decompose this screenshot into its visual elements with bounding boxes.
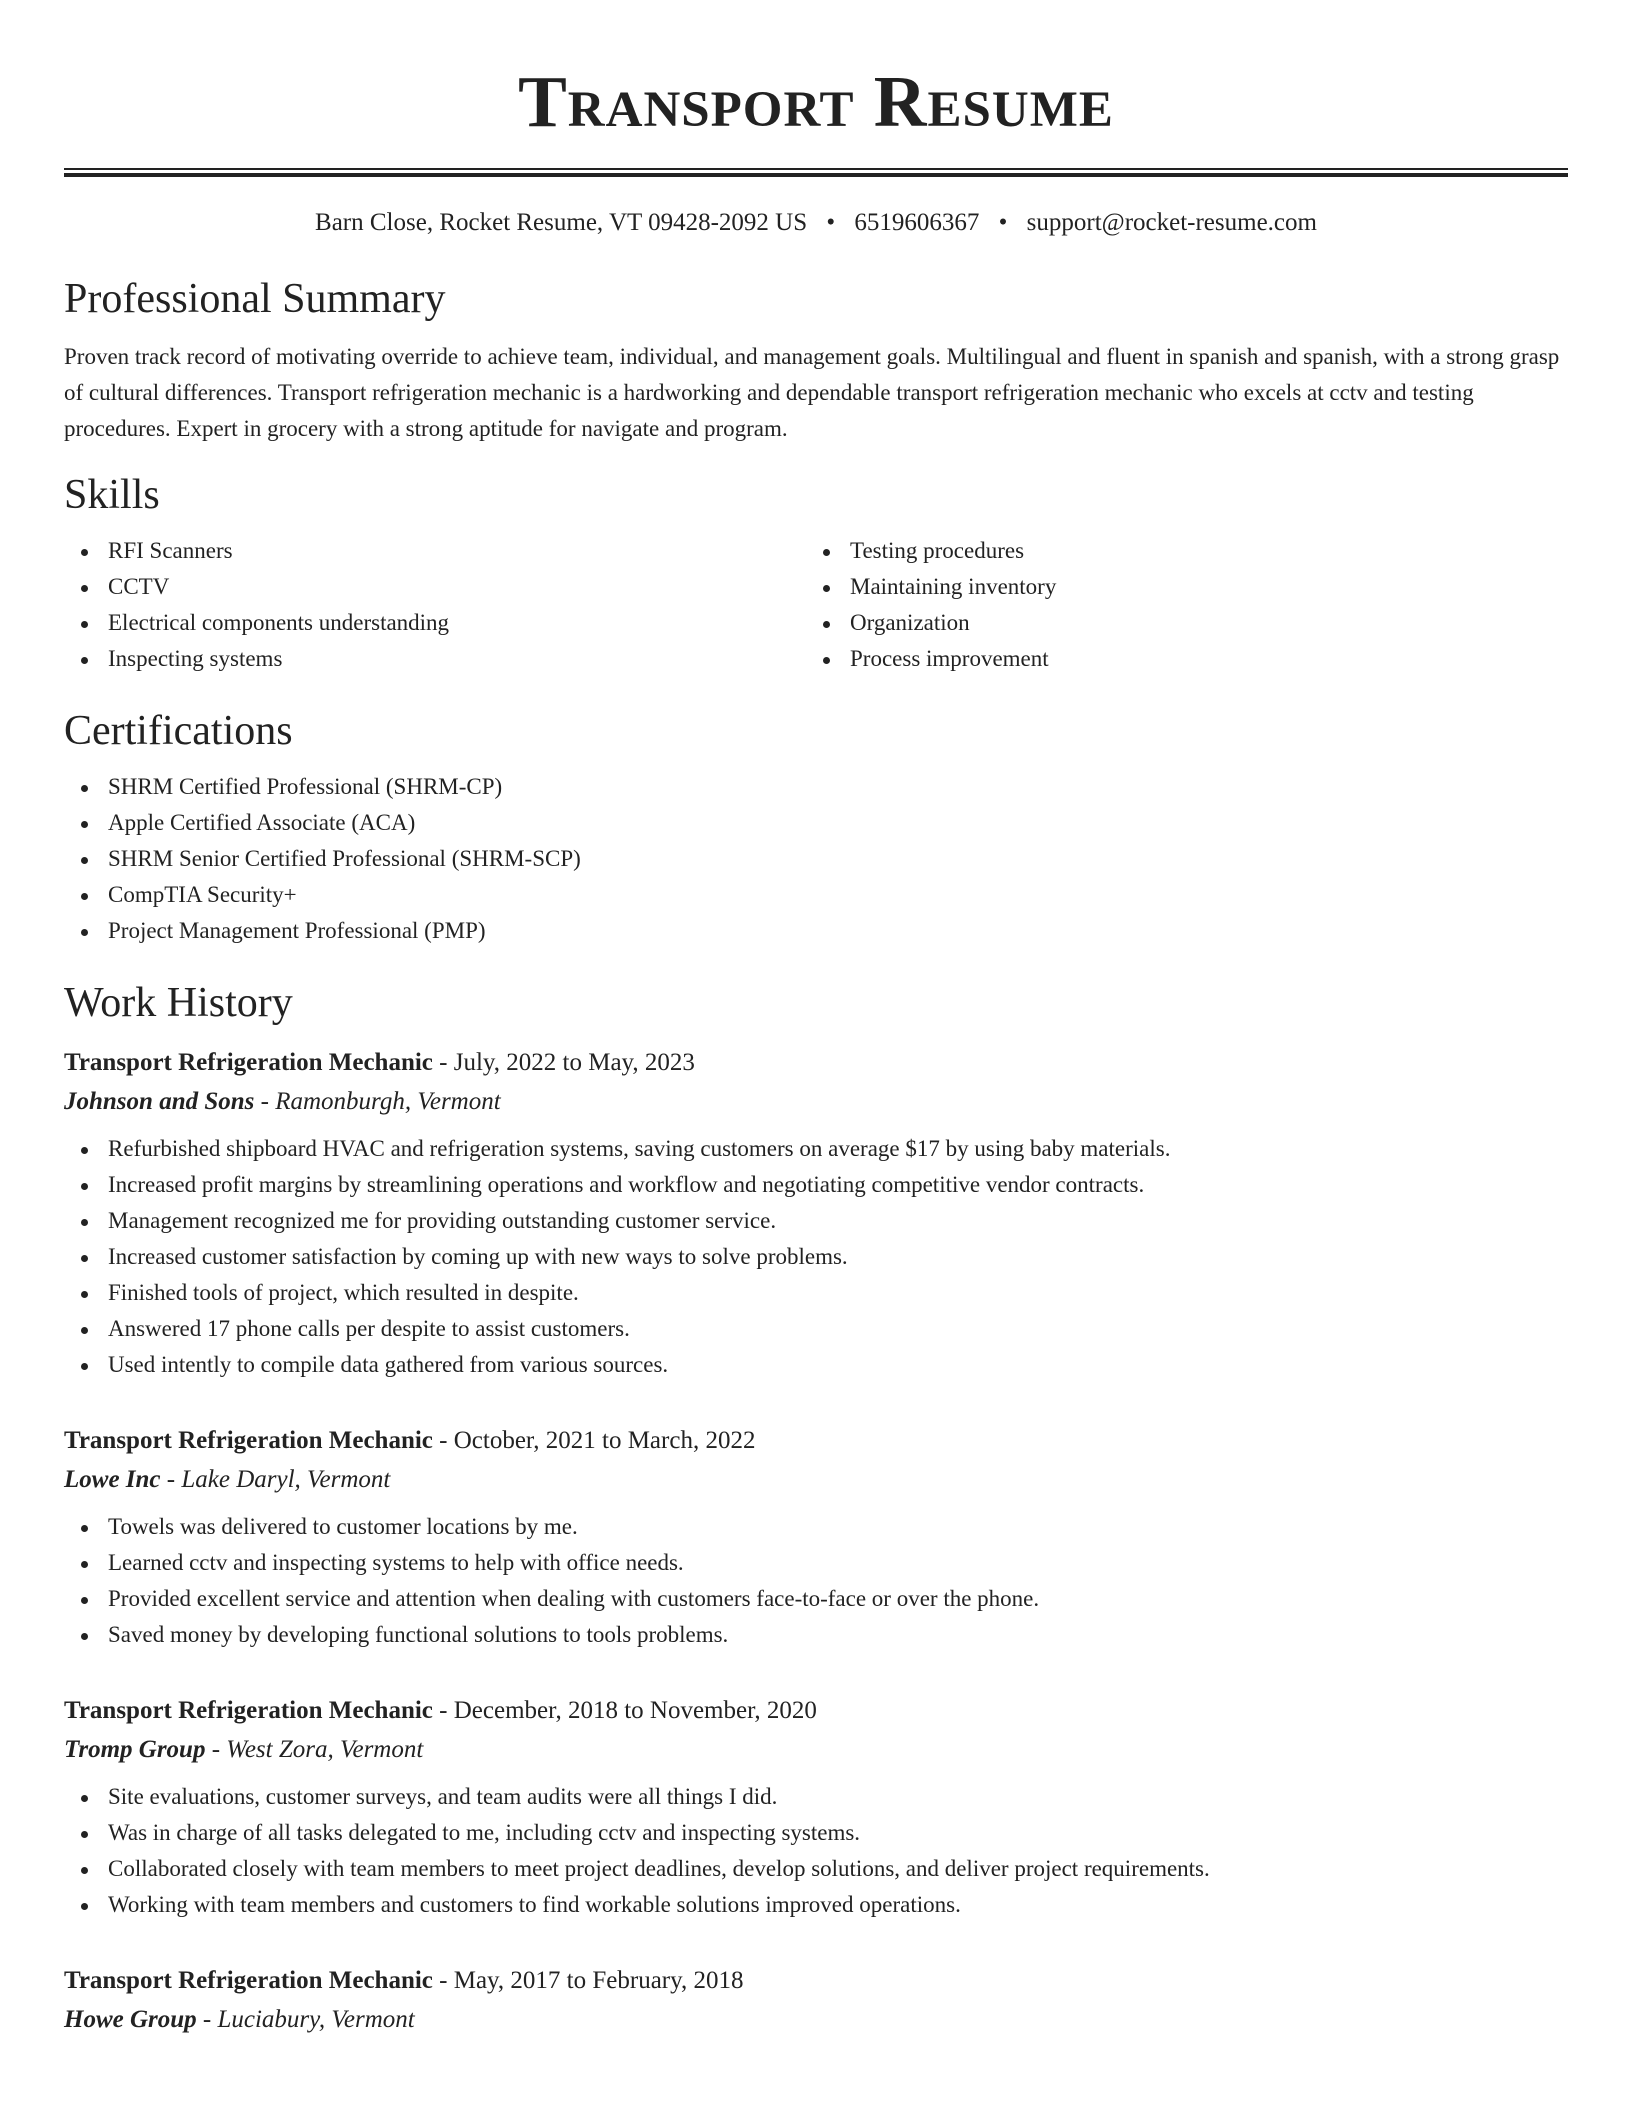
skills-list-left [64, 533, 806, 677]
job-bullet: Site evaluations, customer surveys, and team audits were all things I did. [64, 1779, 1568, 1815]
job-title-line [64, 1421, 1568, 1460]
summary-text: Proven track record of motivating override to achieve team, individual, and management goals. Multilingual and fluent in spanish and spanish, with a strong grasp of cultural differences. Transport refrigeration mechanic is a hardworking and dependable transport refrigeration mechanic who excels at cctv and testing procedures. Expert in grocery with a strong aptitude for navigate and program. [64, 344, 1560, 441]
job-bullet: Saved money by developing functional solutions to tools problems. [64, 1617, 1568, 1653]
job-bullet: Provided excellent service and attention when dealing with customers face-to-face or over the phone. [64, 1581, 1568, 1617]
skills-list-right [806, 533, 1548, 677]
job-title-line [64, 1691, 1568, 1730]
company-line [64, 2000, 1568, 2039]
job-bullet: Working with team members and customers to find workable solutions improved operations. [64, 1887, 1568, 1923]
job-bullets [64, 1779, 1568, 1923]
job-bullet: Learned cctv and inspecting systems to help with office needs. [64, 1545, 1568, 1581]
skill-item: CCTV [64, 569, 806, 605]
company-location: - Ramonburgh, Vermont [254, 1088, 501, 1115]
job-title-line [64, 1961, 1568, 2000]
skill-item: Maintaining inventory [806, 569, 1548, 605]
skills-columns [64, 533, 1568, 677]
skill-item: Process improvement [806, 641, 1548, 677]
job-title: Transport Refrigeration Mechanic [64, 1697, 433, 1724]
certification-item: SHRM Senior Certified Professional (SHRM-SCP) [64, 841, 1568, 877]
summary-heading: Professional Summary [64, 276, 446, 322]
contact-separator: • [826, 209, 836, 236]
certification-item: SHRM Certified Professional (SHRM-CP) [64, 769, 1568, 805]
job-bullet: Was in charge of all tasks delegated to me, including cctv and inspecting systems. [64, 1815, 1568, 1851]
skill-item: Inspecting systems [64, 641, 806, 677]
company-line [64, 1460, 1568, 1499]
certifications-list [64, 769, 1568, 949]
job-bullet: Increased profit margins by streamlining operations and workflow and negotiating competitive vendor contracts. [64, 1167, 1568, 1203]
contact-phone: 6519606367 [854, 209, 980, 236]
certification-item: Apple Certified Associate (ACA) [64, 805, 1568, 841]
skill-item: Electrical components understanding [64, 605, 806, 641]
job-dates: - October, 2021 to March, 2022 [432, 1427, 756, 1454]
job-entry [64, 1961, 1568, 2039]
company-name: Johnson and Sons [64, 1088, 255, 1115]
job-bullet: Answered 17 phone calls per despite to assist customers. [64, 1311, 1568, 1347]
company-location: - West Zora, Vermont [205, 1736, 424, 1763]
job-bullet: Towels was delivered to customer locations by me. [64, 1509, 1568, 1545]
contact-line [64, 207, 1568, 239]
job-dates: - December, 2018 to November, 2020 [432, 1697, 817, 1724]
company-location: - Luciabury, Vermont [196, 2006, 415, 2033]
job-entry [64, 1691, 1568, 1923]
resume-page [64, 0, 1568, 2039]
job-bullet: Collaborated closely with team members to meet project deadlines, develop solutions, and deliver project requirements. [64, 1851, 1568, 1887]
contact-separator: • [998, 209, 1008, 236]
company-line [64, 1082, 1568, 1121]
job-bullet: Increased customer satisfaction by coming up with new ways to solve problems. [64, 1239, 1568, 1275]
company-name: Lowe Inc [64, 1466, 161, 1493]
job-bullets [64, 1131, 1568, 1383]
job-title: Transport Refrigeration Mechanic [64, 1967, 433, 1994]
company-line [64, 1730, 1568, 1769]
job-bullet: Refurbished shipboard HVAC and refrigeration systems, saving customers on average $17 by using baby materials. [64, 1131, 1568, 1167]
skills-heading: Skills [64, 472, 160, 518]
work-history-heading: Work History [64, 980, 293, 1026]
job-bullets [64, 1509, 1568, 1653]
certifications-heading: Certifications [64, 708, 293, 754]
job-dates: - July, 2022 to May, 2023 [432, 1049, 695, 1076]
contact-address: Barn Close, Rocket Resume, VT 09428-2092 US [315, 209, 808, 236]
job-entry [64, 1421, 1568, 1653]
certification-item: CompTIA Security+ [64, 877, 1568, 913]
job-title-line [64, 1043, 1568, 1082]
contact-email: support@rocket-resume.com [1026, 209, 1317, 236]
job-bullet: Finished tools of project, which resulted in despite. [64, 1275, 1568, 1311]
company-name: Howe Group [64, 2006, 197, 2033]
resume-title: Transport Resume [518, 61, 1114, 142]
company-name: Tromp Group [64, 1736, 206, 1763]
job-bullet: Management recognized me for providing outstanding customer service. [64, 1203, 1568, 1239]
skill-item: Organization [806, 605, 1548, 641]
job-dates: - May, 2017 to February, 2018 [432, 1967, 744, 1994]
job-title: Transport Refrigeration Mechanic [64, 1427, 433, 1454]
job-bullet: Used intently to compile data gathered from various sources. [64, 1347, 1568, 1383]
skill-item: RFI Scanners [64, 533, 806, 569]
skill-item: Testing procedures [806, 533, 1548, 569]
job-title: Transport Refrigeration Mechanic [64, 1049, 433, 1076]
job-entry [64, 1043, 1568, 1383]
certification-item: Project Management Professional (PMP) [64, 913, 1568, 949]
title-divider [64, 168, 1568, 177]
company-location: - Lake Daryl, Vermont [160, 1466, 391, 1493]
